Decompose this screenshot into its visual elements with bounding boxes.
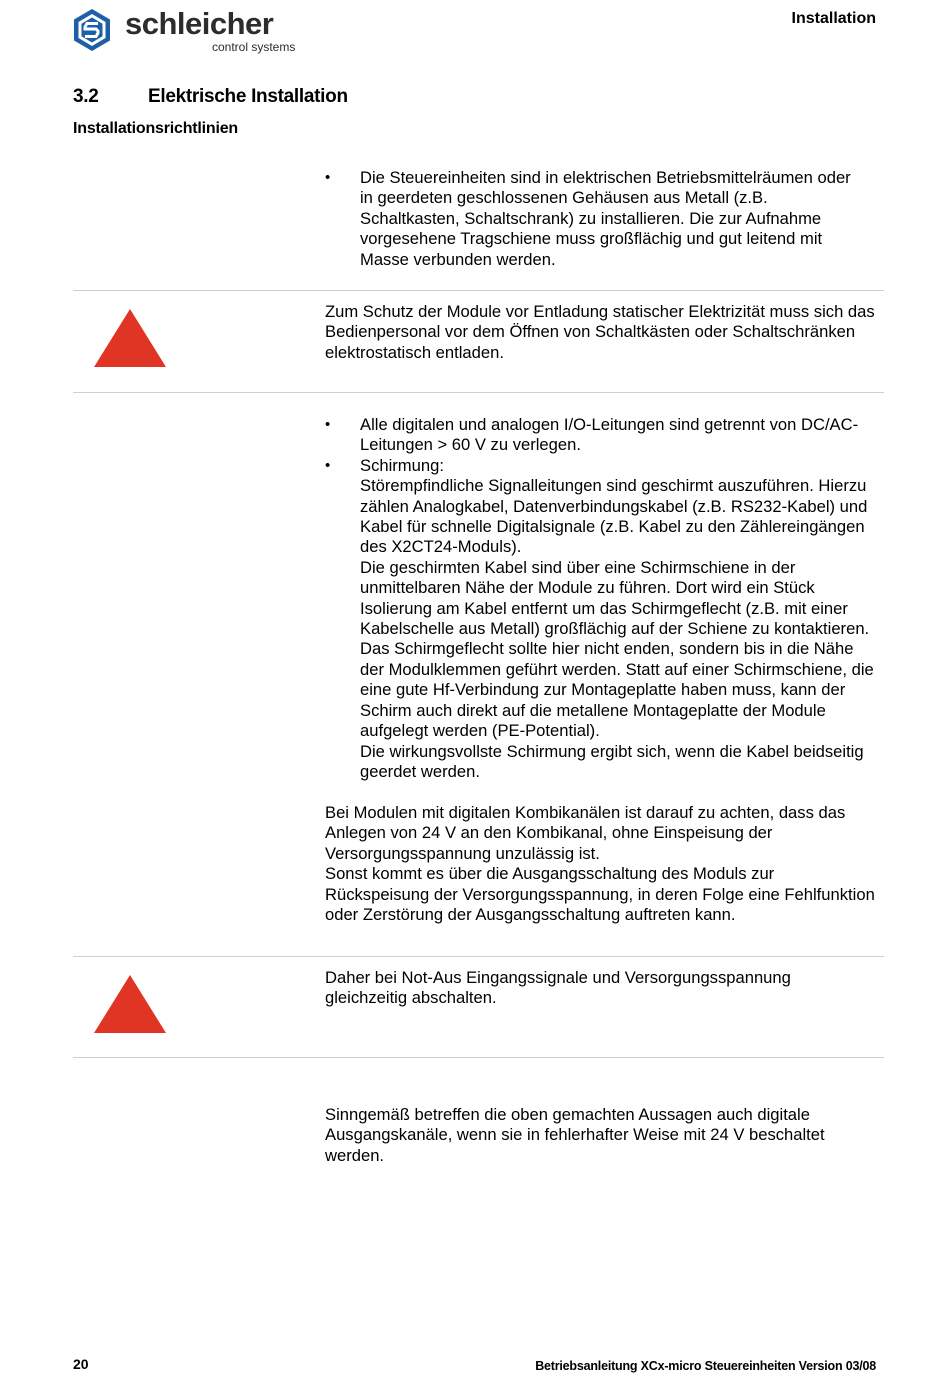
divider-top-warning-2 [73, 956, 884, 957]
warning-text-1: Zum Schutz der Module vor Entladung statischer Elektrizität muss sich das Bedienpersonal vor dem Öffnen von Schaltkästen oder Schaltschränken elektrostatisch entladen. [325, 302, 875, 362]
warning-triangle-icon [93, 308, 167, 368]
paragraph-combi-channels: Bei Modulen mit digitalen Kombikanälen ist darauf zu achten, dass das Anlegen von 24 V an den Kombikanal, ohne Einspeisung der Versorgungsspannung unzulässig ist. [325, 803, 846, 863]
list-item: • Alle digitalen und analogen I/O-Leitungen sind getrennt von DC/AC-Leitungen > 60 V zu verlegen. [325, 415, 880, 456]
shielding-paragraph-2: Die geschirmten Kabel sind über eine Schirmschiene in der unmittelbaren Nähe der Module zu führen. Dort wird ein Stück Isolierung am Kabel entfernt um das Schirmgeflecht (z.B. mit einer Kabelschelle aus Metall) großflächig auf der Schiene zu kontaktieren. Das Schirmgeflecht sollte hier nicht enden, sondern bis in die Nähe der Modulklemmen geführt werden. Statt auf einer Schirmschiene, die eine gute Hf-Verbindung zur Montageplatte haben muss, kann der Schirm auch direkt auf die metallene Montageplatte der Module aufgelegt werden (PE-Potential). [360, 557, 874, 741]
list-item: • Die Steuereinheiten sind in elektrischen Betriebsmittelräumen oder in geerdeten geschlossenen Gehäusen aus Metall (z.B. Schaltkasten, Schaltschrank) zu installieren. Die zur Aufnahme vorgesehene Tragschiene muss großflächig und gut leitend mit Masse verbunden werden. [325, 168, 865, 270]
shielding-heading: • Schirmung: [360, 455, 444, 475]
paragraph-backfeed: Sonst kommt es über die Ausgangsschaltung des Moduls zur Rückspeisung der Versorgungsspannung, in deren Folge eine Fehlfunktion oder Zerstörung der Ausgangsschaltung auftreten kann. [325, 864, 875, 925]
shielding-paragraph-1: Störempfindliche Signalleitungen sind geschirmt auszuführen. Hierzu zählen Analogkabel, Datenverbindungskabel (z.B. RS232-Kabel) und Kabel für schnelle Digitalsignale (z.B. Kabel zu den Zählereingängen des X2CT24-Moduls). [360, 476, 868, 557]
bullet-list-2 [325, 415, 880, 782]
paragraph-block [325, 803, 880, 925]
bullet-list-1 [325, 168, 865, 270]
logo-wordmark: schleicher [125, 6, 274, 41]
logo-hexagon-icon [72, 8, 112, 52]
footer-document-title: Betriebsanleitung XCx-micro Steuereinheiten Version 03/08 [535, 1359, 876, 1373]
divider-top-warning-1 [73, 290, 884, 291]
paragraph-output-channels: Sinngemäß betreffen die oben gemachten Aussagen auch digitale Ausgangskanäle, wenn sie in fehlerhafter Weise mit 24 V beschaltet werden. [325, 1105, 825, 1165]
warning-text-2: Daher bei Not-Aus Eingangssignale und Versorgungsspannung gleichzeitig abschalten. [325, 968, 791, 1008]
divider-bottom-warning-2 [73, 1057, 884, 1058]
shielding-paragraph-3: Die wirkungsvollste Schirmung ergibt sich, wenn die Kabel beidseitig geerdet werden. [360, 741, 864, 781]
section-number: 3.2 [73, 86, 99, 107]
page-number: 20 [73, 1356, 89, 1372]
header-section-label: Installation [791, 10, 876, 27]
subsection-title: Installationsrichtlinien [73, 120, 239, 137]
logo [72, 8, 112, 57]
list-item-shielding [325, 456, 880, 783]
divider-bottom-warning-1 [73, 392, 884, 393]
warning-triangle-icon [93, 974, 167, 1034]
logo-tagline: control systems [212, 40, 296, 54]
section-title: Elektrische Installation [148, 86, 348, 107]
